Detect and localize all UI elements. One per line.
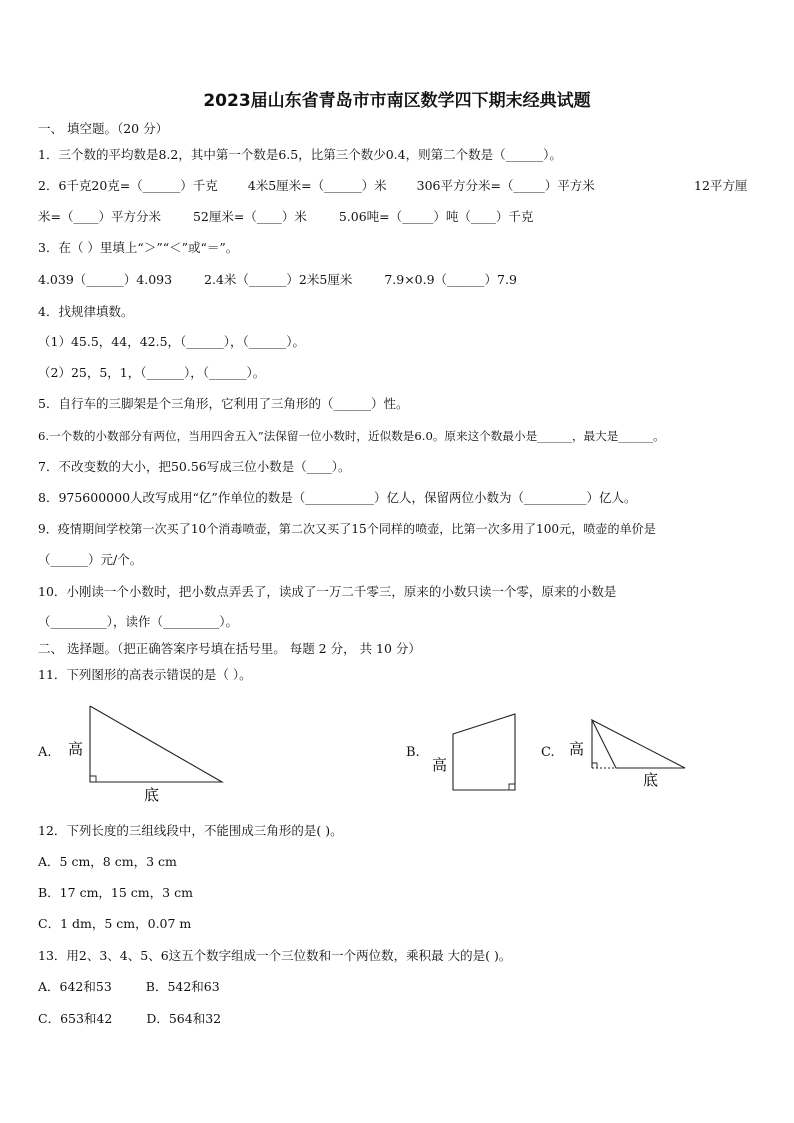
question-2-line1 <box>38 178 595 194</box>
section1-heading: 一、 填空题。（20 分） <box>38 121 169 136</box>
q11-figure-a <box>60 700 230 805</box>
q2-part-e: 米=（____）平方分米 <box>38 209 161 224</box>
question-6: 6.一个数的小数部分有两位，当用四舍五入”法保留一位小数时，近似数是6.0。原来这个数最小是______，最大是______。 <box>38 429 665 443</box>
height-label-a: 高 <box>68 740 84 758</box>
q12-option-a: A．5 cm，8 cm，3 cm <box>38 854 177 869</box>
q11-option-c-label: C. <box>541 745 555 760</box>
q2-part-a: 2．6千克20克=（______）千克 <box>38 178 218 193</box>
page-title: 2023届山东省青岛市市南区数学四下期末经典试题 <box>203 91 591 111</box>
q2-part-g: 5.06吨=（_____）吨（____）千克 <box>338 209 534 224</box>
q13-option-a: A．642和53 <box>38 979 112 994</box>
q11-figure-c <box>565 714 695 790</box>
q11-option-b-label: B. <box>406 745 420 760</box>
right-angle-mark <box>90 776 96 782</box>
obtuse-triangle-shape <box>592 720 685 768</box>
q12-option-b: B．17 cm，15 cm，3 cm <box>38 885 193 900</box>
base-label-c: 底 <box>643 771 659 789</box>
question-3: 3．在（ ）里填上“＞”“＜”或“＝”。 <box>38 240 239 255</box>
q3-item-c: 7.9×0.9（______）7.9 <box>384 272 517 287</box>
q11-option-a-label: A. <box>38 745 52 760</box>
question-1: 1．三个数的平均数是8.2，其中第一个数是6.5，比第三个数少0.4，则第二个数是（______）。 <box>38 147 562 162</box>
question-4-1: （1）45.5，44，42.5，（______），（______）。 <box>38 334 306 349</box>
q2-part-f: 52厘米=（____）米 <box>192 209 307 224</box>
q13-option-c: C．653和42 <box>38 1011 113 1026</box>
question-12: 12．下列长度的三组线段中，不能围成三角形的是( )。 <box>38 823 343 838</box>
trapezoid-shape <box>453 714 515 790</box>
q3-item-b: 2.4米（______）2米5厘米 <box>204 272 353 287</box>
q13-option-d: D．564和32 <box>146 1011 222 1026</box>
question-9-line2: （______）元/个。 <box>38 552 143 567</box>
question-4-2: （2）25，5，1，（______），（______）。 <box>38 365 266 380</box>
question-9-line1: 9．疫情期间学校第一次买了10个消毒喷壶，第二次又买了15个同样的喷壶，比第一次多用了100元，喷壶的单价是 <box>38 522 656 536</box>
q13-option-b: B．542和63 <box>145 979 220 994</box>
q2-part-c: 306平方分米=（_____）平方米 <box>416 178 595 193</box>
q2-part-b: 4米5厘米=（______）米 <box>247 178 387 193</box>
question-5: 5．自行车的三脚架是个三角形，它利用了三角形的（______）性。 <box>38 396 409 411</box>
question-10-line1: 10．小刚读一个小数时，把小数点弄丢了，读成了一万二千零三，原来的小数只读一个零，原来的小数是 <box>38 584 617 599</box>
question-2-line2 <box>38 209 533 225</box>
height-label-c: 高 <box>569 740 585 758</box>
q11-figure-b <box>428 708 523 794</box>
right-angle-mark-c <box>592 763 597 768</box>
right-angle-mark-b <box>509 784 515 790</box>
question-13: 13．用2、3、4、5、6这五个数字组成一个三位数和一个两位数，乘积最 大的是( )。 <box>38 948 512 963</box>
question-8: 8．975600000人改写成用“亿”作单位的数是（___________）亿人，保留两位小数为（__________）亿人。 <box>38 490 637 505</box>
q13-row-1 <box>38 979 220 995</box>
question-3-items <box>38 272 517 288</box>
q3-item-a: 4.039（______）4.093 <box>38 272 173 287</box>
question-11: 11．下列图形的高表示错误的是（ ）。 <box>38 667 252 682</box>
question-7: 7．不改变数的大小，把50.56写成三位小数是（____）。 <box>38 459 351 474</box>
question-10-line2: （_________），读作（_________）。 <box>38 614 239 629</box>
question-4: 4．找规律填数。 <box>38 304 134 319</box>
q12-option-c: C．1 dm，5 cm，0.07 m <box>38 916 192 931</box>
right-triangle-shape <box>90 706 222 782</box>
q2-part-d: 12平方厘 <box>694 178 748 193</box>
section2-heading: 二、 选择题。（把正确答案序号填在括号里。 每题 2 分， 共 10 分） <box>38 641 421 656</box>
base-label-a: 底 <box>144 786 160 804</box>
height-label-b: 高 <box>432 756 448 774</box>
q13-row-2 <box>38 1011 221 1027</box>
